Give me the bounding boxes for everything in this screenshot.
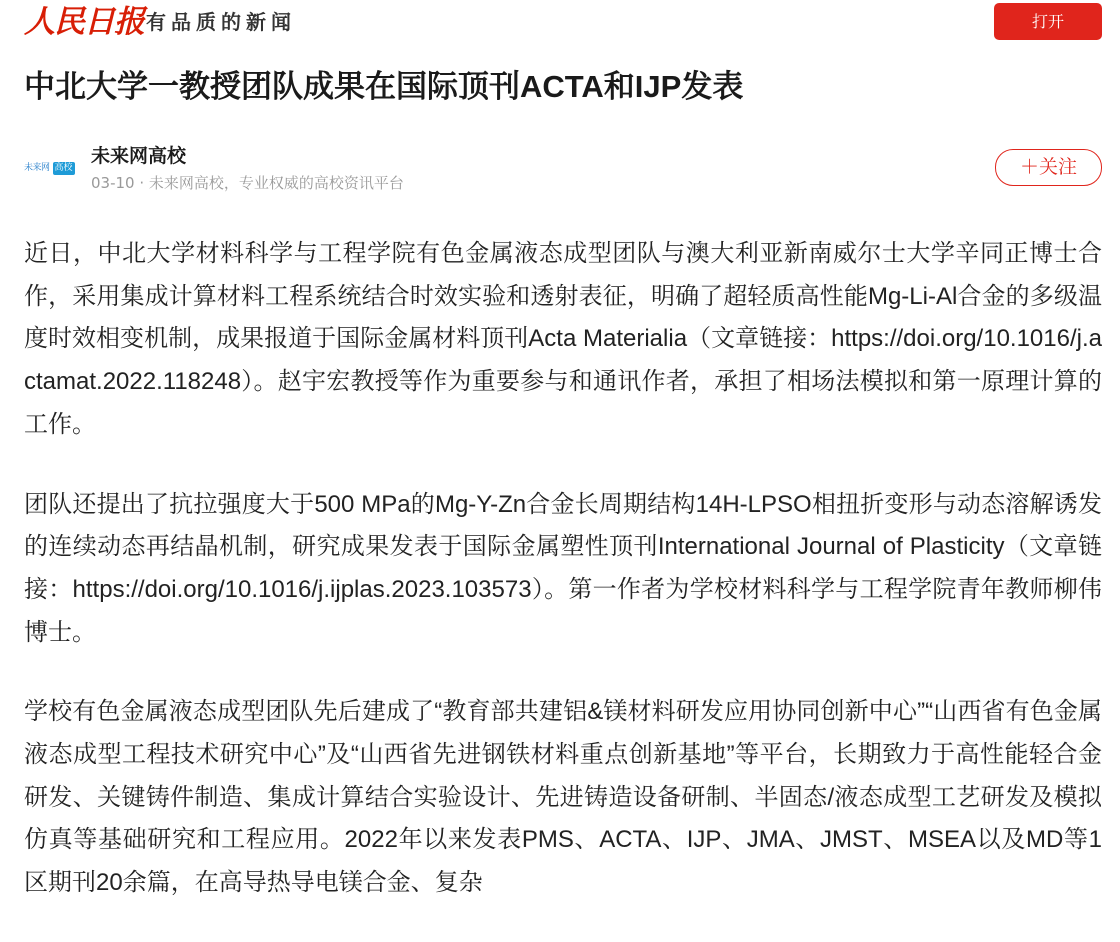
author-name[interactable]: 未来网高校 [91, 145, 187, 167]
author-logo-tag: 高校 [54, 162, 73, 173]
follow-button[interactable]: ＋关注 [995, 149, 1102, 186]
article-body [24, 233, 1102, 942]
brand-logo: 人民日报 [24, 4, 144, 40]
article-paragraph: 近日，中北大学材料科学与工程学院有色金属液态成型团队与澳大利亚新南威尔士大学辛同正博士合作，采用集成计算材料工程系统结合时效实验和透射表征，明确了超轻质高性能Mg-Li-Al合金的多级温度时效相变机制，成果报道于国际金属材料顶刊Acta Materialia（文章链接：https://doi.org/10.1016/j.actamat.2022.118248）。赵宇宏教授等作为重要参与和通讯作者，承担了相场法模拟和第一原理计算的工作。 [24, 240, 1102, 438]
author-logo-text: 未来网 [24, 163, 50, 173]
article-paragraph: 学校有色金属液态成型团队先后建成了“教育部共建铝&镁材料研发应用协同创新中心”“山西省有色金属液态成型工程技术研究中心”及“山西省先进钢铁材料重点创新基地”等平台，长期致力于高性能轻合金研发、关键铸件制造、集成计算结合实验设计、先进铸造设备研制、半固态/液态成型工艺研发及模拟仿真等基础研究和工程应用。2022年以来发表PMS、ACTA、IJP、JMA、JMST、MSEA以及MD等1区期刊20余篇，在高导热导电镁合金、复杂 [24, 698, 1102, 897]
brand-slogan: 有品质的新闻 [146, 10, 296, 34]
author-meta: 03-10 · 未来网高校，专业权威的高校资讯平台 [91, 174, 404, 192]
open-app-button[interactable]: 打开 [994, 3, 1102, 40]
top-bar [0, 0, 1120, 44]
article-title: 中北大学一教授团队成果在国际顶刊ACTA和IJP发表 [24, 69, 744, 104]
author-avatar[interactable] [24, 160, 76, 176]
article-paragraph: 团队还提出了抗拉强度大于500 MPa的Mg-Y-Zn合金长周期结构14H-LPSO相扭折变形与动态溶解诱发的连续动态再结晶机制，研究成果发表于国际金属塑性顶刊International Journal of Plasticity（文章链接：https://doi.org/10.1016/j.ijplas.2023.103573）。第一作者为学校材料科学与工程学院青年教师柳伟博士。 [24, 490, 1102, 646]
